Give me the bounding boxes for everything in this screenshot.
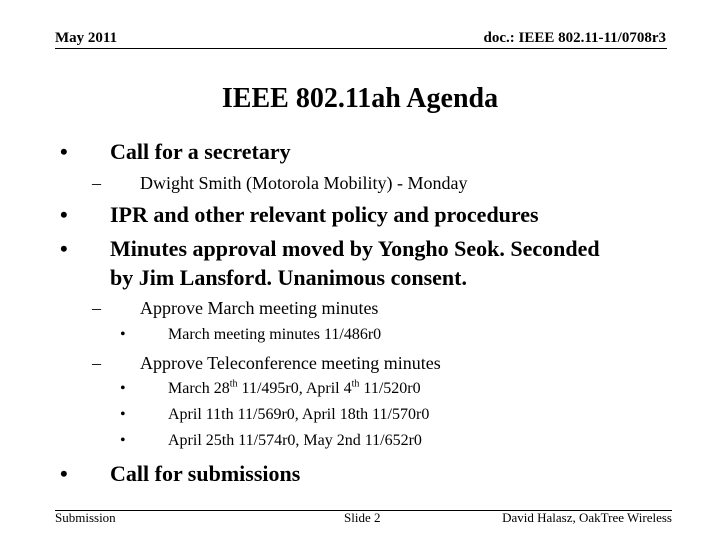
header-date: May 2011 [55,30,118,46]
sub-bullet-approve-teleconference: Approve Teleconference meeting minutes [140,353,441,373]
sub-bullet-secretary-name: Dwight Smith (Motorola Mobility) - Monday [140,173,468,193]
bullet-call-for-secretary: Call for a secretary [110,139,291,164]
item-teleconf-april25-may2: April 25th 11/574r0, May 2nd 11/652r0 [168,432,422,449]
dash-marker: – [92,298,101,318]
slide-title: IEEE 802.11ah Agenda [221,83,499,114]
small-bullet-marker: • [120,380,126,397]
item-teleconf-march28-april4: March 28th 11/495r0, April 4th 11/520r0 [168,378,421,397]
bullet-minutes-approval-line1: Minutes approval moved by Yongho Seok. Seconded [110,236,600,261]
header-rule [55,48,667,49]
dash-marker: – [92,173,101,193]
footer-author: David Halasz, OakTree Wireless [502,510,672,525]
bullet-marker: • [60,139,68,164]
bullet-ipr-policy: IPR and other relevant policy and procedures [110,202,539,227]
bullet-marker: • [60,236,68,261]
bullet-marker: • [60,461,68,486]
item-teleconf-april11-april18: April 11th 11/569r0, April 18th 11/570r0 [168,406,430,423]
small-bullet-marker: • [120,406,126,423]
bullet-call-for-submissions: Call for submissions [110,461,301,486]
bullet-marker: • [60,202,68,227]
header-doc-id: doc.: IEEE 802.11-11/0708r3 [483,30,666,46]
small-bullet-marker: • [120,326,126,343]
item-march-minutes: March meeting minutes 11/486r0 [168,326,382,343]
footer-submission: Submission [55,510,116,525]
small-bullet-marker: • [120,432,126,449]
dash-marker: – [92,353,101,373]
footer-slide-number: Slide 2 [344,510,381,525]
bullet-minutes-approval-line2: by Jim Lansford. Unanimous consent. [110,265,467,290]
sub-bullet-approve-march: Approve March meeting minutes [140,298,379,318]
